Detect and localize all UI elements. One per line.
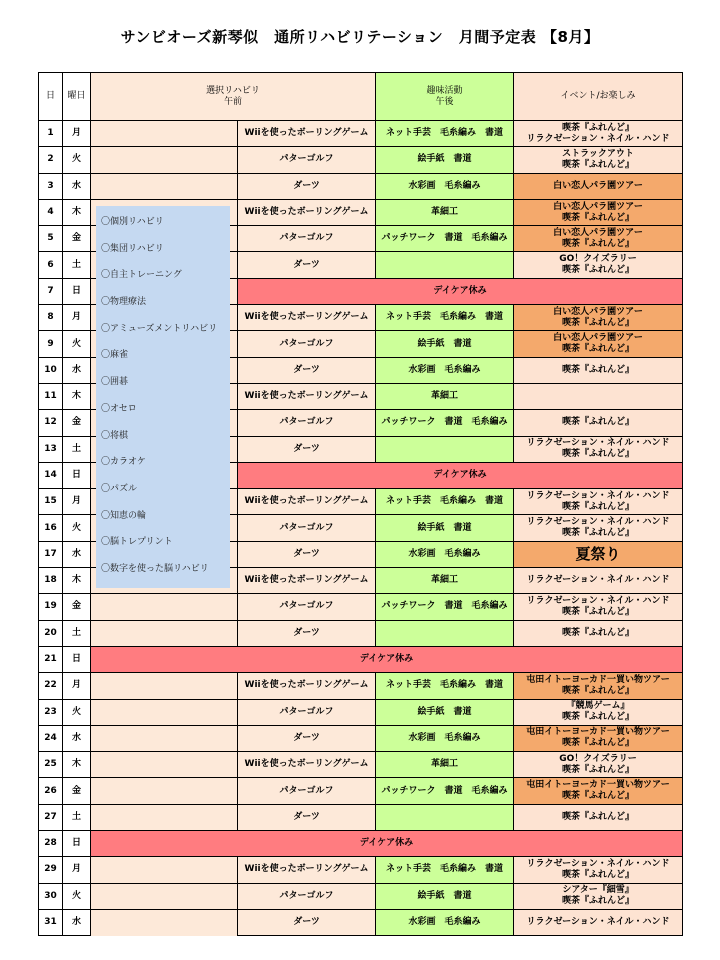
header-event: イベント/お楽しみ xyxy=(514,73,683,121)
weekday: 土 xyxy=(63,804,91,830)
weekday: 金 xyxy=(63,226,91,252)
event-cell: 白い恋人パラ園ツアー 喫茶『ふれんど』 xyxy=(514,331,683,357)
am-activity: ダーツ xyxy=(238,620,376,646)
day-row xyxy=(39,673,683,699)
pm-activity: 絵手紙 書道 xyxy=(376,883,514,909)
choice-menu-item: 〇数字を使った脳リハビリ xyxy=(101,563,209,574)
weekday: 月 xyxy=(63,121,91,147)
choice-menu-item: 〇パズル xyxy=(101,483,138,494)
am-activity: パターゴルフ xyxy=(238,883,376,909)
pm-activity: 水彩画 毛糸編み xyxy=(376,173,514,199)
event-cell: リラクゼーション・ネイル・ハンド xyxy=(514,909,683,935)
event-cell: 喫茶『ふれんど』 リラクゼーション・ネイル・ハンド xyxy=(514,121,683,147)
day-number: 6 xyxy=(39,252,63,278)
pm-activity xyxy=(376,620,514,646)
weekday: 金 xyxy=(63,410,91,436)
choice-cell xyxy=(91,620,238,646)
day-number: 19 xyxy=(39,594,63,620)
closed-day: デイケア休み xyxy=(91,831,683,857)
closed-day: デイケア休み xyxy=(91,646,683,672)
day-number: 22 xyxy=(39,673,63,699)
choice-cell xyxy=(91,699,238,725)
am-activity: ダーツ xyxy=(238,909,376,935)
event-cell: 白い恋人パラ園ツアー 喫茶『ふれんど』 xyxy=(514,226,683,252)
day-number: 8 xyxy=(39,305,63,331)
event-cell: 屯田イトーヨーカド一買い物ツアー 喫茶『ふれんど』 xyxy=(514,778,683,804)
day-number: 9 xyxy=(39,331,63,357)
day-number: 3 xyxy=(39,173,63,199)
header-day: 日 xyxy=(39,73,63,121)
weekday: 日 xyxy=(63,646,91,672)
choice-menu-item: 〇物理療法 xyxy=(101,297,147,308)
weekday: 木 xyxy=(63,568,91,594)
weekday: 水 xyxy=(63,909,91,935)
day-row xyxy=(39,699,683,725)
day-number: 17 xyxy=(39,541,63,567)
am-activity: Wiiを使ったボーリングゲーム xyxy=(238,489,376,515)
choice-menu-item: 〇アミューズメントリハビリ xyxy=(101,323,218,334)
am-activity: ダーツ xyxy=(238,252,376,278)
day-number: 7 xyxy=(39,278,63,304)
pm-activity: パッチワーク 書道 毛糸編み xyxy=(376,778,514,804)
weekday: 土 xyxy=(63,252,91,278)
event-cell: リラクゼーション・ネイル・ハンド 喫茶『ふれんど』 xyxy=(514,436,683,462)
day-number: 23 xyxy=(39,699,63,725)
header-am-top: 選択リハビリ xyxy=(206,85,260,96)
am-activity: パターゴルフ xyxy=(238,331,376,357)
pm-activity: パッチワーク 書道 毛糸編み xyxy=(376,226,514,252)
choice-cell xyxy=(91,725,238,751)
day-row xyxy=(39,620,683,646)
day-number: 21 xyxy=(39,646,63,672)
pm-activity: ネット手芸 毛糸編み 書道 xyxy=(376,489,514,515)
day-number: 4 xyxy=(39,199,63,225)
event-cell: 白い恋人パラ園ツアー 喫茶『ふれんど』 xyxy=(514,199,683,225)
choice-cell xyxy=(91,147,238,173)
event-cell: 喫茶『ふれんど』 xyxy=(514,410,683,436)
event-cell: 白い恋人パラ園ツアー 喫茶『ふれんど』 xyxy=(514,305,683,331)
weekday: 日 xyxy=(63,831,91,857)
am-activity: Wiiを使ったボーリングゲーム xyxy=(238,752,376,778)
pm-activity: 革細工 xyxy=(376,568,514,594)
pm-activity: 水彩画 毛糸編み xyxy=(376,725,514,751)
am-activity: Wiiを使ったボーリングゲーム xyxy=(238,673,376,699)
choice-cell xyxy=(91,778,238,804)
weekday: 土 xyxy=(63,620,91,646)
choice-menu-item: 〇オセロ xyxy=(101,403,137,414)
weekday: 日 xyxy=(63,278,91,304)
choice-menu-item: 〇個別リハビリ xyxy=(101,217,164,227)
am-activity: ダーツ xyxy=(238,541,376,567)
day-row xyxy=(39,594,683,620)
weekday: 水 xyxy=(63,725,91,751)
weekday: 火 xyxy=(63,515,91,541)
header-pm xyxy=(376,73,514,121)
weekday: 金 xyxy=(63,594,91,620)
choice-menu-item: 〇囲碁 xyxy=(101,377,129,388)
am-activity: ダーツ xyxy=(238,357,376,383)
event-cell: シアター『細雪』 喫茶『ふれんど』 xyxy=(514,883,683,909)
choice-cell xyxy=(91,909,238,935)
am-activity: Wiiを使ったボーリングゲーム xyxy=(238,121,376,147)
day-number: 1 xyxy=(39,121,63,147)
pm-activity: 水彩画 毛糸編み xyxy=(376,357,514,383)
am-activity: ダーツ xyxy=(238,436,376,462)
event-cell: リラクゼーション・ネイル・ハンド 喫茶『ふれんど』 xyxy=(514,857,683,883)
pm-activity: ネット手芸 毛糸編み 書道 xyxy=(376,121,514,147)
weekday: 金 xyxy=(63,778,91,804)
event-cell: 喫茶『ふれんど』 xyxy=(514,804,683,830)
choice-cell xyxy=(91,173,238,199)
choice-cell xyxy=(91,883,238,909)
header-pm-bottom: 午後 xyxy=(435,96,454,107)
am-activity: Wiiを使ったボーリングゲーム xyxy=(238,857,376,883)
day-row xyxy=(39,909,683,935)
am-activity: パターゴルフ xyxy=(238,515,376,541)
day-number: 26 xyxy=(39,778,63,804)
header-row xyxy=(39,73,683,121)
choice-menu-item: 〇集団リハビリ xyxy=(101,243,164,254)
choice-menu-item: 〇麻雀 xyxy=(101,350,129,361)
choice-cell xyxy=(91,673,238,699)
closed-day: デイケア休み xyxy=(238,278,683,304)
pm-activity: 革細工 xyxy=(376,383,514,409)
am-activity: パターゴルフ xyxy=(238,147,376,173)
header-pm-top: 趣味活動 xyxy=(426,85,463,96)
day-number: 14 xyxy=(39,462,63,488)
day-row xyxy=(39,646,683,672)
day-row xyxy=(39,831,683,857)
event-cell: リラクゼーション・ネイル・ハンド 喫茶『ふれんど』 xyxy=(514,594,683,620)
day-number: 30 xyxy=(39,883,63,909)
weekday: 水 xyxy=(63,541,91,567)
am-activity: パターゴルフ xyxy=(238,226,376,252)
event-cell: 喫茶『ふれんど』 xyxy=(514,620,683,646)
weekday: 木 xyxy=(63,752,91,778)
event-cell: 夏祭り xyxy=(514,541,683,567)
event-cell: ストラックアウト 喫茶『ふれんど』 xyxy=(514,147,683,173)
weekday: 火 xyxy=(63,331,91,357)
choice-menu-item: 〇脳トレプリント xyxy=(101,537,173,548)
day-number: 16 xyxy=(39,515,63,541)
event-cell: 喫茶『ふれんど』 xyxy=(514,357,683,383)
header-am-bottom: 午前 xyxy=(224,96,243,107)
day-row xyxy=(39,778,683,804)
pm-activity: ネット手芸 毛糸編み 書道 xyxy=(376,673,514,699)
day-row xyxy=(39,173,683,199)
event-cell: GO！クイズラリー 喫茶『ふれんど』 xyxy=(514,752,683,778)
pm-activity: 絵手紙 書道 xyxy=(376,147,514,173)
pm-activity: 絵手紙 書道 xyxy=(376,699,514,725)
header-weekday: 曜日 xyxy=(63,73,91,121)
event-cell: リラクゼーション・ネイル・ハンド 喫茶『ふれんど』 xyxy=(514,515,683,541)
pm-activity: パッチワーク 書道 毛糸編み xyxy=(376,594,514,620)
event-cell: リラクゼーション・ネイル・ハンド 喫茶『ふれんど』 xyxy=(514,489,683,515)
weekday: 月 xyxy=(63,673,91,699)
pm-activity: 革細工 xyxy=(376,752,514,778)
am-activity: ダーツ xyxy=(238,804,376,830)
am-activity: ダーツ xyxy=(238,725,376,751)
weekday: 日 xyxy=(63,462,91,488)
weekday: 水 xyxy=(63,173,91,199)
am-activity: Wiiを使ったボーリングゲーム xyxy=(238,568,376,594)
day-row xyxy=(39,752,683,778)
pm-activity: ネット手芸 毛糸編み 書道 xyxy=(376,305,514,331)
choice-cell xyxy=(91,752,238,778)
event-cell xyxy=(514,383,683,409)
event-cell: 屯田イトーヨーカド一買い物ツアー 喫茶『ふれんど』 xyxy=(514,725,683,751)
day-number: 18 xyxy=(39,568,63,594)
pm-activity: パッチワーク 書道 毛糸編み xyxy=(376,410,514,436)
day-number: 10 xyxy=(39,357,63,383)
pm-activity xyxy=(376,804,514,830)
weekday: 火 xyxy=(63,883,91,909)
am-activity: ダーツ xyxy=(238,173,376,199)
day-number: 13 xyxy=(39,436,63,462)
pm-activity: ネット手芸 毛糸編み 書道 xyxy=(376,857,514,883)
event-cell: 白い恋人パラ園ツアー xyxy=(514,173,683,199)
am-activity: パターゴルフ xyxy=(238,699,376,725)
am-activity: パターゴルフ xyxy=(238,594,376,620)
choice-cell xyxy=(91,857,238,883)
weekday: 土 xyxy=(63,436,91,462)
day-number: 31 xyxy=(39,909,63,935)
pm-activity: 絵手紙 書道 xyxy=(376,515,514,541)
day-row xyxy=(39,883,683,909)
event-cell: GO！クイズラリー 喫茶『ふれんど』 xyxy=(514,252,683,278)
day-number: 20 xyxy=(39,620,63,646)
day-number: 11 xyxy=(39,383,63,409)
weekday: 月 xyxy=(63,857,91,883)
event-cell: 『競馬ゲーム』 喫茶『ふれんど』 xyxy=(514,699,683,725)
day-row xyxy=(39,121,683,147)
choice-rehab-menu xyxy=(96,206,230,588)
event-cell: 屯田イトーヨーカド一買い物ツアー 喫茶『ふれんど』 xyxy=(514,673,683,699)
pm-activity: 水彩画 毛糸編み xyxy=(376,541,514,567)
day-number: 25 xyxy=(39,752,63,778)
page-title: サンビオーズ新琴似 通所リハビリテーション 月間予定表 【8月】 xyxy=(120,28,600,46)
pm-activity xyxy=(376,252,514,278)
day-row xyxy=(39,857,683,883)
choice-menu-item: 〇知恵の輪 xyxy=(101,510,147,521)
pm-activity: 革細工 xyxy=(376,199,514,225)
am-activity: パターゴルフ xyxy=(238,410,376,436)
pm-activity: 絵手紙 書道 xyxy=(376,331,514,357)
day-row xyxy=(39,147,683,173)
choice-cell xyxy=(91,594,238,620)
weekday: 火 xyxy=(63,147,91,173)
weekday: 月 xyxy=(63,489,91,515)
day-number: 15 xyxy=(39,489,63,515)
weekday: 火 xyxy=(63,699,91,725)
weekday: 月 xyxy=(63,305,91,331)
event-cell: リラクゼーション・ネイル・ハンド xyxy=(514,568,683,594)
am-activity: Wiiを使ったボーリングゲーム xyxy=(238,199,376,225)
choice-menu-item: 〇将棋 xyxy=(101,430,129,441)
am-activity: Wiiを使ったボーリングゲーム xyxy=(238,383,376,409)
choice-menu-item: 〇自主トレーニング xyxy=(101,270,182,281)
weekday: 木 xyxy=(63,383,91,409)
day-number: 2 xyxy=(39,147,63,173)
day-number: 27 xyxy=(39,804,63,830)
day-number: 29 xyxy=(39,857,63,883)
am-activity: パターゴルフ xyxy=(238,778,376,804)
choice-cell xyxy=(91,804,238,830)
day-number: 5 xyxy=(39,226,63,252)
weekday: 木 xyxy=(63,199,91,225)
am-activity: Wiiを使ったボーリングゲーム xyxy=(238,305,376,331)
day-row xyxy=(39,804,683,830)
weekday: 水 xyxy=(63,357,91,383)
day-row xyxy=(39,725,683,751)
day-number: 28 xyxy=(39,831,63,857)
day-number: 24 xyxy=(39,725,63,751)
day-number: 12 xyxy=(39,410,63,436)
choice-cell xyxy=(91,121,238,147)
header-am xyxy=(91,73,376,121)
pm-activity xyxy=(376,436,514,462)
closed-day: デイケア休み xyxy=(238,462,683,488)
choice-menu-item: 〇カラオケ xyxy=(101,457,146,468)
pm-activity: 水彩画 毛糸編み xyxy=(376,909,514,935)
